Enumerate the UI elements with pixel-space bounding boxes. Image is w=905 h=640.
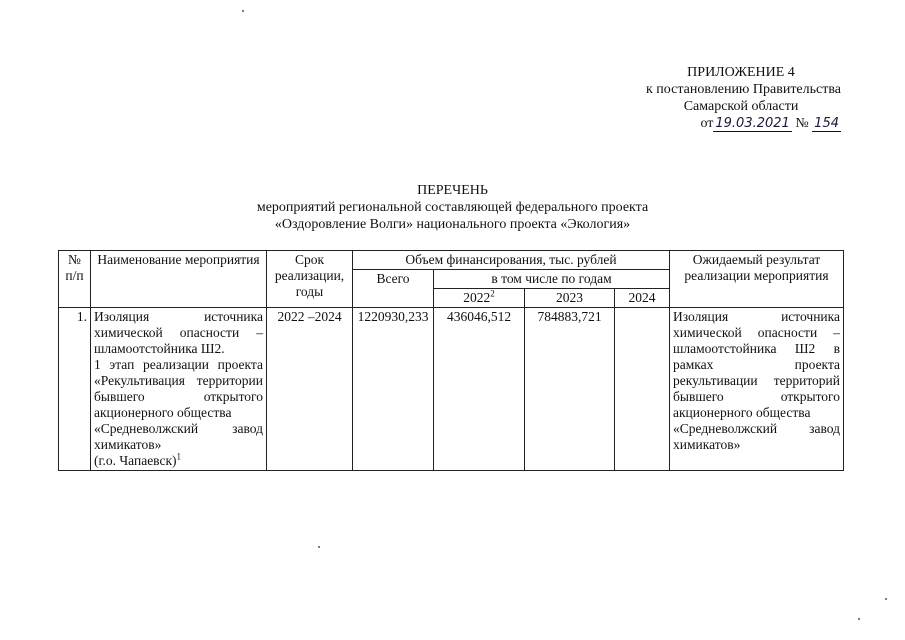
heading-line-2: «Оздоровление Волги» национального проекта «Экология»: [274, 217, 631, 232]
handwritten-date: 19.03.2021: [715, 116, 790, 131]
header-num: № п/п: [59, 251, 91, 308]
header-term: Срок реализации, годы: [267, 251, 353, 308]
date-prefix: от: [700, 116, 714, 131]
table-row: [59, 308, 844, 471]
header-year-2022: 2022$^2$: [434, 289, 525, 308]
document-heading: [0, 182, 905, 233]
row-name: [91, 308, 267, 471]
row-result: [670, 308, 844, 471]
row-result-company: «Средневолжский завод химикатов»: [673, 421, 840, 452]
row-name-main: Изоляция источника химической опасности – шламоотстойника Ш2.: [94, 309, 263, 356]
scan-speck: [858, 618, 860, 620]
scan-speck: [885, 598, 887, 600]
header-total: Всего: [353, 270, 434, 308]
row-result-main: Изоляция источника химической опасности – шламоотстойника Ш2 в рамках проекта рекультивации территорий бывшего открытого акционерного общества: [673, 309, 840, 420]
annex-block: [641, 64, 841, 132]
annex-date-line: [700, 115, 841, 132]
footnote-2: 2: [490, 288, 495, 299]
row-total: 1220930,233: [353, 308, 434, 471]
row-name-company: «Средневолжский завод химикатов»: [94, 421, 263, 452]
row-name-stage: 1 этап реализации проекта «Рекультивация территории бывшего открытого акционерного общества: [94, 357, 263, 420]
header-result: Ожидаемый результат реализации мероприятия: [670, 251, 844, 308]
handwritten-number: 154: [814, 116, 839, 131]
header-year-2023: 2023: [525, 289, 615, 308]
annex-line-1: к постановлению Правительства: [645, 82, 841, 97]
row-2022: 436046,512: [434, 308, 525, 471]
measures-table: [58, 250, 844, 471]
header-by-years: в том числе по годам: [434, 270, 670, 289]
annex-line-2: Самарской области: [683, 99, 799, 114]
heading-title: ПЕРЕЧЕНЬ: [417, 183, 488, 198]
header-year-2024: 2024: [615, 289, 670, 308]
row-term: 2022 –2024: [267, 308, 353, 471]
header-row-1: [59, 251, 844, 270]
header-funding: Объем финансирования, тыс. рублей: [353, 251, 670, 270]
row-num: 1.: [59, 308, 91, 471]
row-2023: 784883,721: [525, 308, 615, 471]
row-2024: [615, 308, 670, 471]
heading-line-1: мероприятий региональной составляющей федерального проекта: [256, 200, 649, 215]
annex-title: ПРИЛОЖЕНИЕ 4: [687, 65, 795, 80]
footnote-1: 1: [176, 451, 182, 462]
row-name-city: (г.о. Чапаевск)$^1$: [94, 451, 182, 468]
scan-speck: [318, 546, 320, 548]
scan-speck: [242, 10, 244, 12]
number-prefix: №: [795, 116, 809, 131]
header-name: Наименование мероприятия: [91, 251, 267, 308]
